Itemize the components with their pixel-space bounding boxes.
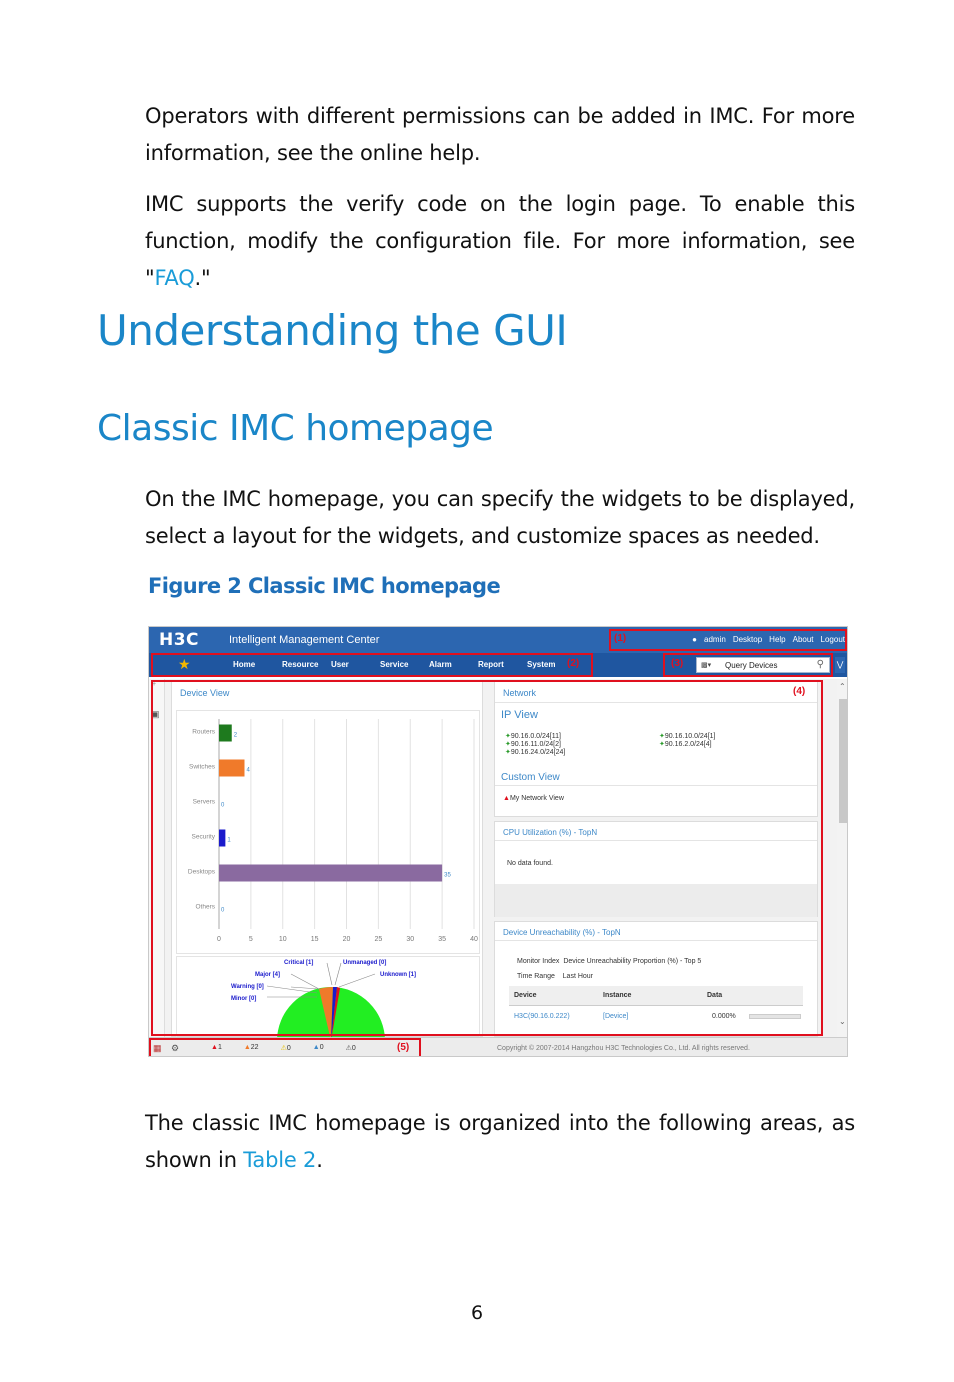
info-alarm-count[interactable]: ⚠0 bbox=[345, 1045, 356, 1052]
device-view-title: Device View bbox=[180, 688, 230, 698]
bar-value-label: 35 bbox=[444, 872, 451, 879]
pie-label-warning: Warning [0] bbox=[231, 984, 264, 990]
x-tick-label: 0 bbox=[217, 936, 221, 943]
nav-resource[interactable]: Resource bbox=[282, 660, 319, 669]
copyright-text: Copyright © 2007-2014 Hangzhou H3C Technologies Co., Ltd. All rights reserved. bbox=[497, 1045, 750, 1052]
cpu-title: CPU Utilization (%) - TopN bbox=[503, 828, 598, 837]
my-network-view-link[interactable]: ▲My Network View bbox=[503, 795, 564, 802]
bar-value-label: 2 bbox=[233, 732, 238, 739]
bar-value-label: 4 bbox=[246, 767, 250, 774]
verify-code-paragraph: IMC supports the verify code on the login page. To enable this function, modify the configuration file. For more information, see "FAQ." bbox=[145, 192, 855, 290]
x-tick-label: 15 bbox=[310, 936, 319, 943]
user-icon: ● bbox=[692, 635, 698, 644]
x-tick-label: 5 bbox=[248, 936, 253, 943]
favorites-star-icon[interactable]: ★ bbox=[178, 656, 191, 672]
page-number: 6 bbox=[470, 1302, 484, 1324]
x-tick-label: 35 bbox=[438, 936, 447, 943]
table-2-link[interactable]: Table 2 bbox=[243, 1148, 317, 1172]
critical-alarm-count[interactable]: ▲1 bbox=[211, 1044, 222, 1051]
imc-homepage-screenshot bbox=[148, 626, 848, 1057]
nav-service[interactable]: Service bbox=[380, 660, 409, 669]
nav-alarm[interactable]: Alarm bbox=[429, 660, 452, 669]
homepage-paragraph: On the IMC homepage, you can specify the widgets to be displayed, select a layout for the widgets, and customize spaces as needed. bbox=[145, 487, 855, 548]
pie-label-minor: Minor [0] bbox=[231, 996, 257, 1002]
subnet-item[interactable]: ✦90.16.2.0/24[4] bbox=[659, 741, 712, 748]
help-link[interactable]: Help bbox=[769, 635, 786, 644]
h3c-logo: H3C bbox=[159, 630, 200, 650]
area-2-box bbox=[151, 653, 593, 677]
query-type-select[interactable]: ▩▾ bbox=[701, 662, 712, 669]
subnet-item[interactable]: ✦90.16.11.0/24[2] bbox=[505, 741, 561, 748]
custom-view-label[interactable]: Custom View bbox=[501, 772, 560, 783]
nav-system[interactable]: System bbox=[527, 660, 556, 669]
device-link[interactable]: H3C(90.16.0.222) bbox=[514, 1013, 570, 1020]
chevron-down-icon[interactable]: ⋁ bbox=[835, 657, 845, 673]
pie-label-critical: Critical [1] bbox=[284, 960, 314, 966]
desktop-link[interactable]: Desktop bbox=[732, 635, 763, 644]
figure-caption: Figure 2 Classic IMC homepage bbox=[148, 574, 501, 598]
category-label: Routers bbox=[192, 728, 215, 736]
minor-alarm-count[interactable]: ⚠0 bbox=[280, 1045, 291, 1052]
area-2-label: (2) bbox=[567, 658, 580, 669]
category-label: Others bbox=[195, 903, 215, 911]
major-alarm-count[interactable]: ▲22 bbox=[243, 1044, 259, 1051]
scroll-up-icon[interactable]: ⌃ bbox=[839, 682, 846, 691]
category-label: Servers bbox=[192, 798, 215, 806]
category-label: Switches bbox=[188, 763, 215, 771]
area-3-box bbox=[663, 653, 833, 677]
area-4-box bbox=[151, 680, 823, 1036]
app-title: Intelligent Management Center bbox=[229, 634, 380, 646]
section-heading: Understanding the GUI bbox=[97, 306, 568, 355]
pie-label-unknown: Unknown [1] bbox=[380, 972, 416, 978]
bar-value-label: 0 bbox=[221, 907, 225, 914]
ip-view-label[interactable]: IP View bbox=[501, 709, 538, 721]
admin-link[interactable]: admin bbox=[704, 635, 726, 644]
area-4-label: (4) bbox=[793, 686, 806, 697]
rail-expand-icon[interactable]: ▣ bbox=[151, 709, 160, 719]
x-tick-label: 10 bbox=[278, 936, 287, 943]
area-5-label: (5) bbox=[397, 1042, 410, 1053]
instance-link[interactable]: [Device] bbox=[603, 1013, 629, 1020]
time-range-row: Time Range Last Hour bbox=[517, 973, 594, 980]
bar-value-label: 1 bbox=[227, 837, 231, 844]
network-view-icon: ▲ bbox=[503, 795, 510, 802]
area-1-box bbox=[609, 629, 847, 651]
nav-home[interactable]: Home bbox=[233, 660, 256, 669]
scrollbar-thumb[interactable] bbox=[839, 699, 847, 823]
organization-paragraph: The classic IMC homepage is organized into the following areas, as shown in Table 2. bbox=[145, 1111, 855, 1172]
subsection-heading: Classic IMC homepage bbox=[97, 408, 494, 449]
unreach-table-header: Device Instance Data bbox=[509, 986, 803, 1006]
area-3-label: (3) bbox=[671, 658, 684, 669]
rail-plus-icon[interactable]: + bbox=[152, 681, 157, 688]
about-link[interactable]: About bbox=[792, 635, 814, 644]
calendar-icon[interactable]: ▦ bbox=[153, 1043, 162, 1053]
permissions-paragraph: Operators with different permissions can be added in IMC. For more information, see the online help. bbox=[145, 104, 855, 165]
faq-link[interactable]: FAQ bbox=[154, 266, 195, 290]
search-icon[interactable]: ⚲ bbox=[816, 659, 824, 670]
monitor-index-row: Monitor Index Device Unreachability Proportion (%) - Top 5 bbox=[517, 958, 702, 965]
network-title: Network bbox=[503, 688, 537, 698]
subnet-item[interactable]: ✦90.16.24.0/24[24] bbox=[505, 749, 566, 756]
settings-icon[interactable]: ⚙ bbox=[171, 1043, 180, 1053]
x-tick-label: 25 bbox=[374, 936, 383, 943]
area-5-box bbox=[149, 1038, 421, 1057]
cpu-empty-message: No data found. bbox=[507, 860, 553, 867]
category-label: Security bbox=[191, 833, 215, 841]
subnet-item[interactable]: ✦90.16.0.0/24[11] bbox=[505, 733, 561, 740]
category-label: Desktops bbox=[187, 868, 215, 876]
pie-label-major: Major [4] bbox=[255, 972, 281, 978]
warning-alarm-count[interactable]: ▲0 bbox=[312, 1044, 324, 1051]
x-tick-label: 40 bbox=[470, 936, 478, 943]
x-tick-label: 30 bbox=[406, 936, 415, 943]
pie-label-unmanaged: Unmanaged [0] bbox=[343, 960, 387, 966]
subnet-item[interactable]: ✦90.16.10.0/24[1] bbox=[659, 733, 716, 740]
query-devices-input[interactable]: ▩▾ Query Devices ⚲ bbox=[696, 657, 830, 673]
unreach-title: Device Unreachability (%) - TopN bbox=[503, 928, 621, 937]
bar-value-label: 0 bbox=[221, 802, 225, 809]
x-tick-label: 20 bbox=[342, 936, 351, 943]
nav-user[interactable]: User bbox=[331, 660, 349, 669]
logout-link[interactable]: Logout bbox=[820, 635, 845, 644]
area-1-label: (1) bbox=[614, 633, 627, 644]
unreach-table-row: H3C(90.16.0.222) [Device] 0.000% bbox=[509, 1007, 803, 1027]
scroll-down-icon[interactable]: ⌄ bbox=[839, 1017, 846, 1026]
nav-report[interactable]: Report bbox=[478, 660, 504, 669]
